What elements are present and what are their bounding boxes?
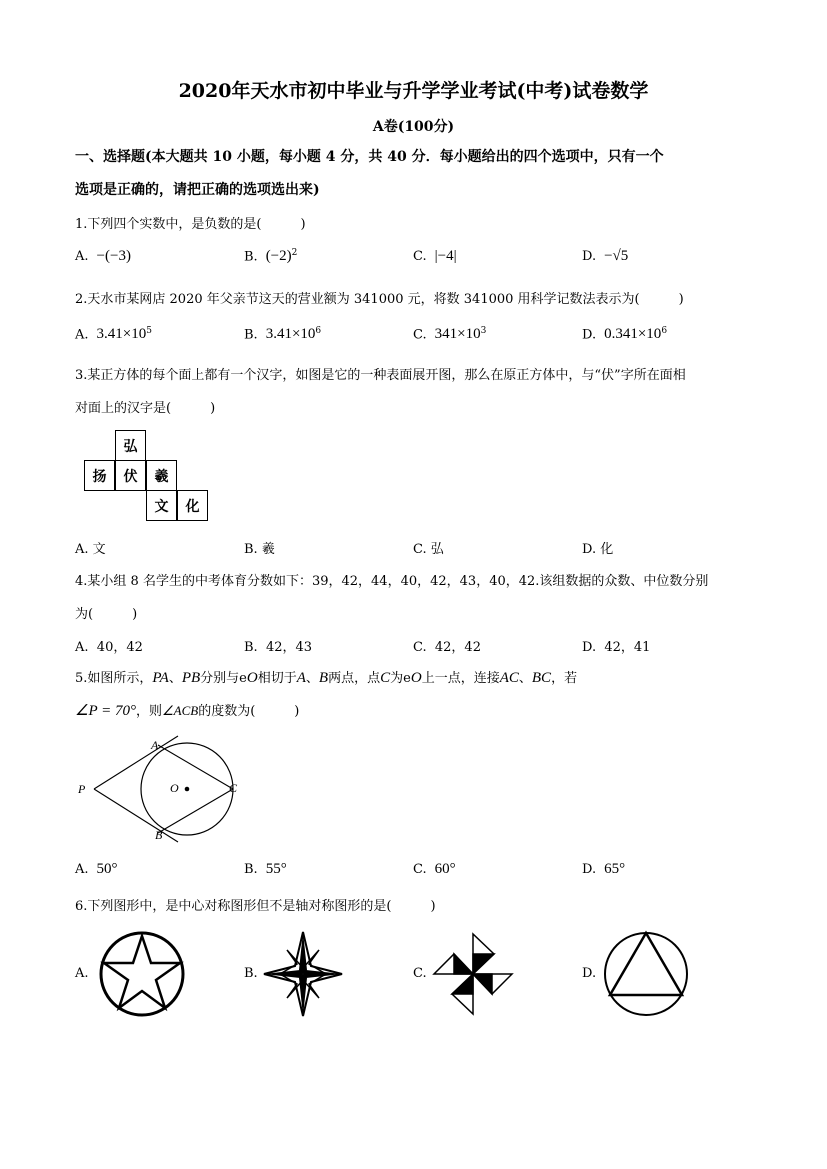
q6-option-d-label[interactable]: D.: [582, 966, 597, 981]
compass-star-icon: [262, 930, 344, 1018]
star-in-circle-icon: [98, 930, 186, 1018]
q6-option-c-label[interactable]: C.: [413, 966, 427, 981]
q4-option-c[interactable]: C. 42，42: [413, 640, 481, 655]
q2-option-c[interactable]: C. $341\times 10^3$: [413, 326, 487, 343]
q1-option-d[interactable]: D. −√5: [582, 248, 629, 264]
label-b: B: [155, 828, 163, 842]
question-4-stem-line1: 4.某小组 8 名学生的中考体育分数如下：39，42，44，40，42，43，40，42.该组数据的众数、中位数分别: [75, 574, 709, 589]
q3-option-d[interactable]: D. 化: [582, 542, 614, 557]
q1-option-a[interactable]: A. −(−3): [75, 248, 131, 264]
q5-option-a[interactable]: A. 50°: [75, 861, 118, 877]
label-a: A: [151, 738, 159, 752]
q5-option-b[interactable]: B. 55°: [244, 861, 287, 877]
q2-option-b[interactable]: B. $3.41\times 10^6$: [244, 326, 322, 343]
question-4-stem-line2: 为( ): [75, 607, 138, 622]
page-subtitle: A卷(100分): [372, 119, 455, 135]
question-2-stem: 2.天水市某网店 2020 年父亲节这天的营业额为 341000 元，将数 341000 用科学记数法表示为( ): [75, 292, 684, 307]
q5-option-c[interactable]: C. 60°: [413, 861, 456, 877]
label-o: O: [170, 781, 179, 795]
q6-option-a-label[interactable]: A.: [75, 966, 89, 981]
net-cell-wen: 文: [146, 490, 177, 521]
q6-option-b-label[interactable]: B.: [244, 966, 258, 981]
tangent-circle-figure: [74, 734, 254, 846]
q3-option-a[interactable]: A. 文: [75, 542, 106, 557]
q1-option-b[interactable]: B. $(-2)^2$: [244, 248, 298, 265]
net-cell-fu: 伏: [115, 460, 146, 491]
question-3-stem-line2: 对面上的汉字是( ): [75, 401, 216, 416]
question-5-stem-line1: 5.如图所示，PA、PB分别与eO相切于A、B两点，点C为eO上一点，连接AC、BC，若: [75, 670, 578, 686]
question-6-stem: 6.下列图形中，是中心对称图形但不是轴对称图形的是( ): [75, 899, 436, 914]
q4-option-d[interactable]: D. 42，41: [582, 640, 651, 655]
question-1-stem: 1.下列四个实数中，是负数的是( ): [75, 217, 306, 232]
q4-option-b[interactable]: B. 42，43: [244, 640, 313, 655]
q3-option-b[interactable]: B. 羲: [244, 542, 275, 557]
net-cell-xi: 羲: [146, 460, 177, 491]
triangle-in-circle-icon: [602, 930, 690, 1018]
section-header-line1: 一、选择题(本大题共 10 小题，每小题 4 分，共 40 分．每小题给出的四个选项中，只有一个: [75, 149, 664, 165]
question-3-stem-line1: 3.某正方体的每个面上都有一个汉字，如图是它的一种表面展开图，那么在原正方体中，与“伏”字所在面相: [75, 368, 686, 383]
net-cell-yang: 扬: [84, 460, 115, 491]
page-title: 2020年天水市初中毕业与升学学业考试(中考)试卷数学: [178, 80, 649, 102]
q3-option-c[interactable]: C. 弘: [413, 542, 444, 557]
label-c: C: [229, 781, 238, 795]
q2-option-d[interactable]: D. $0.341\times 10^6$: [582, 326, 668, 343]
q4-option-a[interactable]: A. 40，42: [75, 640, 143, 655]
q1-option-c[interactable]: C. |−4|: [413, 248, 457, 264]
label-p: P: [78, 782, 86, 796]
q2-option-a[interactable]: A. $3.41\times 10^5$: [75, 326, 152, 343]
net-cell-hua: 化: [177, 490, 208, 521]
question-5-stem-line2: ∠P = 70°，则∠ACB的度数为( ): [75, 703, 300, 719]
q5-option-d[interactable]: D. 65°: [582, 861, 626, 877]
section-header-line2: 选项是正确的，请把正确的选项选出来): [75, 182, 320, 198]
pinwheel-icon: [432, 930, 514, 1018]
net-cell-hong: 弘: [115, 430, 146, 461]
